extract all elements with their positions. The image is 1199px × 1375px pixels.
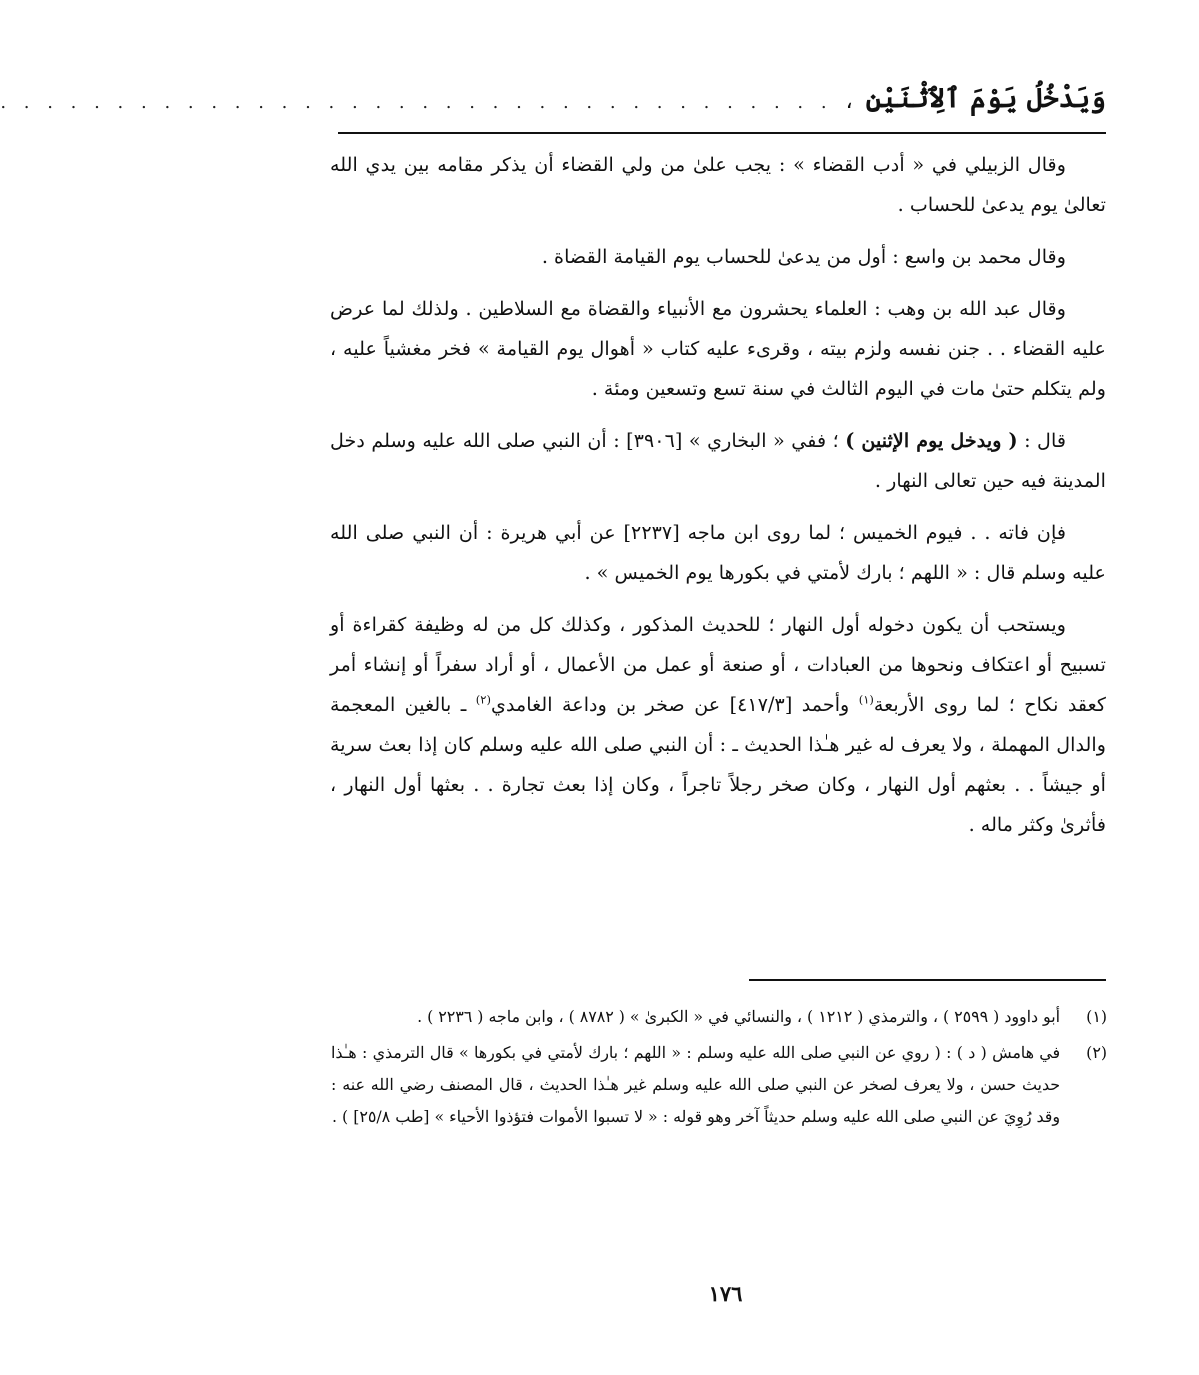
footnote-reference-1: (١) (858, 692, 874, 707)
paragraph-early-morning-part-a: ويستحب أن يكون دخوله أول النهار ؛ للحديث المذكور ، وكذلك كل من له وظيفة كقراءة أو تسبيح أو اعتكاف ونحوها من العبادات ، أو صنعة أو عمل من الأعمال ، أو أراد سفراً أو إنشاء أمر كعقد نكاح ؛ لما روى الأربعة (330, 613, 1106, 716)
footnote-1 (331, 1001, 1107, 1033)
paragraph-zubayli: وقال الزبيلي في « أدب القضاء » : يجب علىٰ من ولي القضاء أن يذكر مقامه بين يدي الله تعالىٰ يوم يدعىٰ للحساب . (330, 153, 1106, 216)
main-text (330, 145, 1106, 845)
footnote-number: (٢) (1086, 1043, 1107, 1062)
running-header (0, 72, 1106, 120)
footnote-text: أبو داوود ( ٢٥٩٩ ) ، والترمذي ( ١٢١٢ ) ، والنسائي في « الكبرىٰ » ( ٨٧٨٢ ) ، وابن ماجه ( ٢٢٣٦ ) . (417, 1007, 1060, 1026)
paragraph-monday-entry (330, 421, 1106, 501)
running-header-dots: . . . . . . . . . . . . . . . . . . . . . . . . . . . . . . . . . . . . (0, 92, 833, 113)
footnote-number: (١) (1086, 1007, 1107, 1026)
footnote-text: في هامش ( د ) : ( روي عن النبي صلى الله عليه وسلم : « اللهم ؛ بارك لأمتي في بكورها » قال الترمذي : هـٰذا حديث حسن ، ولا يعرف لصخر عن النبي صلى الله عليه وسلم غير هـٰذا الحديث ، قال المصنف رضي الله عنه : وقد رُوِيَ عن النبي صلى الله عليه وسلم حديثاً آخر وهو قوله : « لا تسبوا الأموات فتؤذوا الأحياء » [طب ٢٥/٨] ) . (331, 1043, 1060, 1126)
footnote-reference-2: (٢) (475, 692, 491, 707)
paragraph-abdullah-bin-wahb: وقال عبد الله بن وهب : العلماء يحشرون مع الأنبياء والقضاة مع السلاطين . ولذلك لما عرض عليه القضاء . . جنن نفسه ولزم بيته ، وقرىء عليه كتاب « أهوال يوم القيامة » فخر مغشياً عليه ، ولم يتكلم حتىٰ مات في اليوم الثالث في سنة تسع وتسعين ومئة . (330, 297, 1106, 400)
running-header-title: وَيَدْخُلُ يَوْمَ ٱلِٱثْنَيْنِ (865, 83, 1106, 114)
footnote-rule (749, 979, 1106, 981)
paragraph-early-morning-part-b: وأحمد [٤١٧/٣] عن صخر بن وداعة الغامدي (490, 693, 859, 716)
paragraph-muhammad-bin-wasi: وقال محمد بن واسع : أول من يدعىٰ للحساب يوم القيامة القضاة . (541, 245, 1066, 268)
page-number: ١٧٦ (708, 1281, 743, 1306)
paragraph-early-morning (330, 605, 1106, 845)
footnotes (331, 1001, 1107, 1133)
footnote-2 (331, 1037, 1107, 1133)
quoted-matn-phrase: ( ويدخل يوم الإثنين ) (845, 429, 1018, 452)
paragraph-early-morning-part-c: ـ بالغين المعجمة والدال المهملة ، ولا يعرف له غير هـٰذا الحديث ـ : أن النبي صلى الله عليه وسلم كان إذا بعث سرية أو جيشاً . . بعثهم أول النهار ، وكان صخر رجلاً تاجراً ، وكان إذا بعث تجارة . . بعثها أول النهار ، فأثرىٰ وكثر ماله . (330, 693, 1106, 836)
paragraph-monday-intro: قال : (1017, 429, 1067, 452)
paragraph-monday-rest: ؛ ففي « البخاري » [٣٩٠٦] : أن النبي صلى الله عليه وسلم دخل المدينة فيه حين تعالى النهار . (330, 429, 1106, 492)
running-header-comma: ، (845, 89, 853, 114)
paragraph-thursday-entry: فإن فاته . . فيوم الخميس ؛ لما روى ابن ماجه [٢٢٣٧] عن أبي هريرة : أن النبي صلى الله عليه وسلم قال : « اللهم ؛ بارك لأمتي في بكورها يوم الخميس » . (330, 521, 1106, 584)
header-rule (338, 132, 1106, 134)
